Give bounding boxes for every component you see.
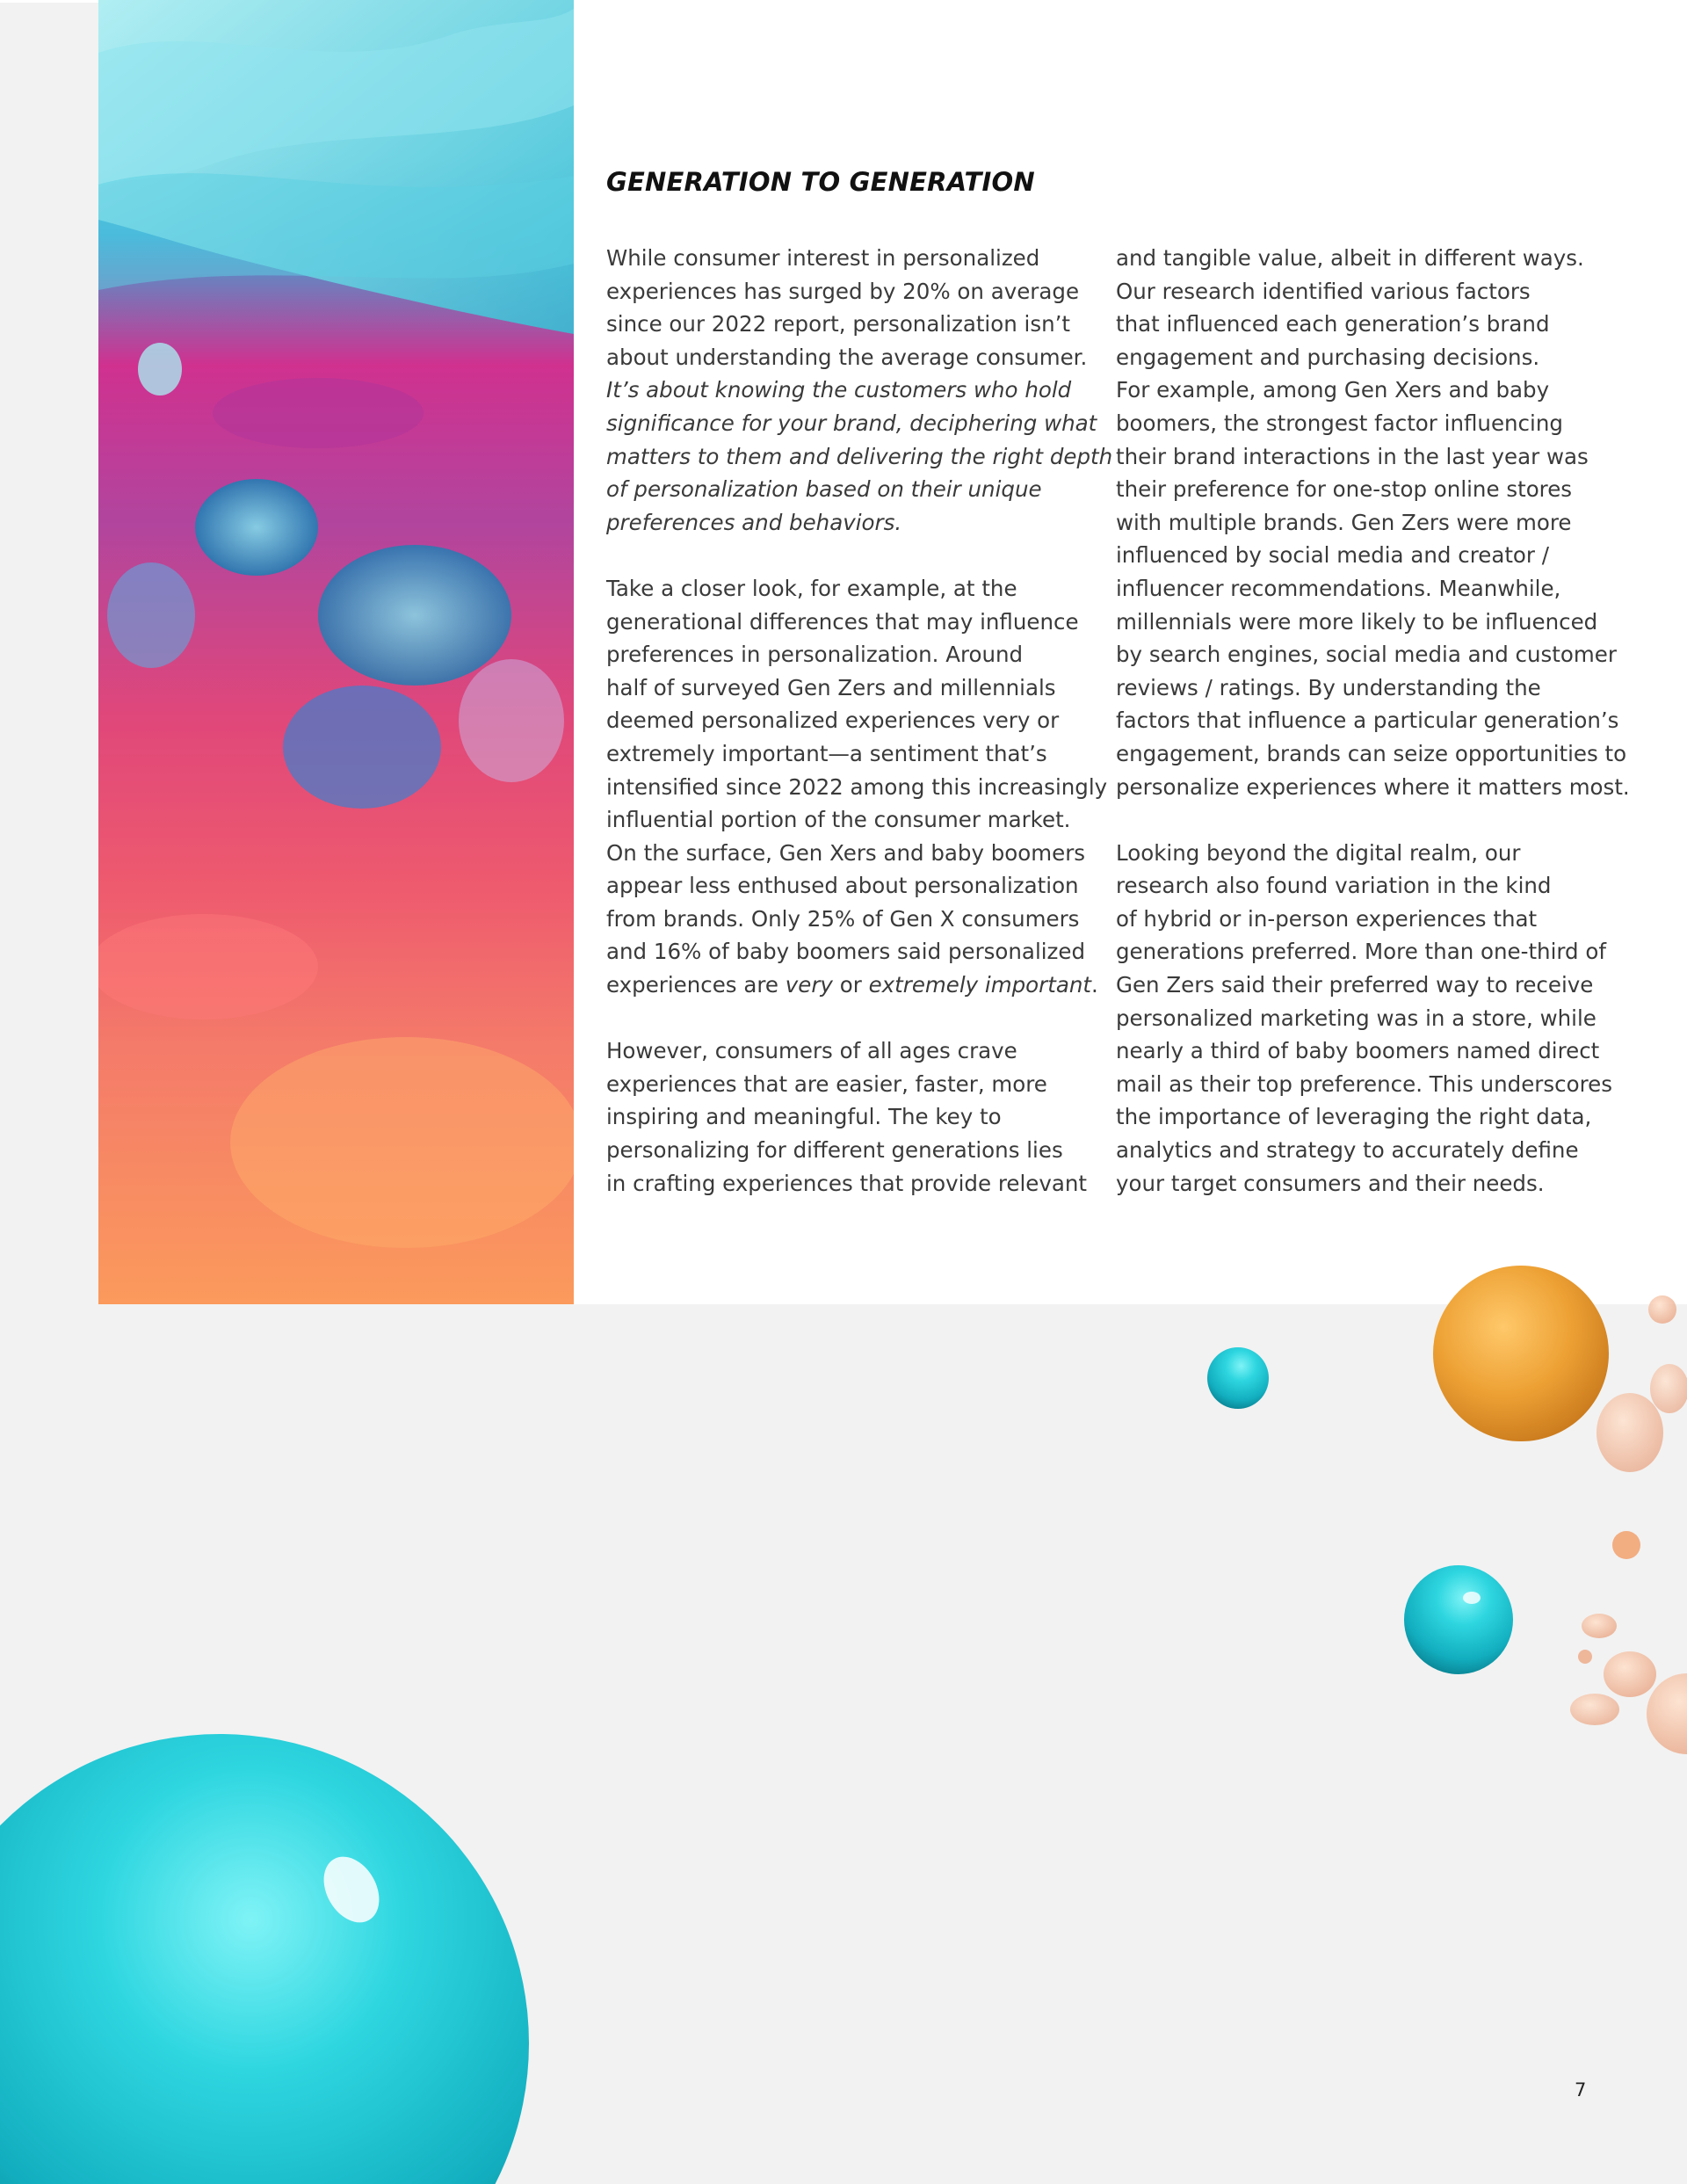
text-line: extremely important—a sentiment that’s	[606, 740, 1047, 766]
orange-sphere	[1433, 1266, 1609, 1441]
large-teal-sphere	[0, 1734, 529, 2184]
text-line: millennials were more likely to be influenced	[1116, 608, 1598, 635]
text-run: .	[1090, 972, 1098, 998]
text-line: Looking beyond the digital realm, our	[1116, 839, 1521, 866]
text-line: experiences has surged by 20% on average	[606, 278, 1080, 304]
peach-bubble	[1578, 1650, 1592, 1664]
text-line: engagement, brands can seize opportunities to	[1116, 740, 1627, 766]
text-line: research also found variation in the kind	[1116, 873, 1552, 899]
text-line: inspiring and meaningful. The key to	[606, 1104, 1002, 1130]
text-line: and 16% of baby boomers said personalized	[606, 939, 1086, 965]
medium-teal-sphere	[1404, 1565, 1513, 1674]
text-line: their preference for one-stop online stores	[1116, 476, 1573, 503]
text-line: factors that influence a particular generation’s	[1116, 707, 1619, 734]
italic-text-line: preferences and behaviors.	[606, 509, 902, 535]
text-line: from brands. Only 25% of Gen X consumers	[606, 905, 1080, 932]
italic-text-line: significance for your brand, deciphering what	[606, 410, 1097, 436]
text-line: On the surface, Gen Xers and baby boomers	[606, 839, 1086, 866]
page-number: 7	[1575, 2079, 1587, 2101]
text-line: boomers, the strongest factor influencing	[1116, 410, 1563, 436]
peach-blob	[1650, 1364, 1687, 1413]
text-line: personalizing for different generations lies	[606, 1137, 1063, 1164]
sphere-highlight	[1463, 1592, 1481, 1604]
text-line: influencer recommendations. Meanwhile,	[1116, 575, 1561, 601]
text-line: about understanding the average consumer.	[606, 344, 1088, 370]
small-teal-sphere	[1207, 1347, 1269, 1409]
text-line: influenced by social media and creator /	[1116, 542, 1550, 569]
text-line: influential portion of the consumer market.	[606, 807, 1071, 833]
text-line: their brand interactions in the last year was	[1116, 443, 1589, 469]
page-heading: GENERATION TO GENERATION	[606, 167, 1035, 197]
text-line: While consumer interest in personalized	[606, 245, 1040, 271]
text-line: personalized marketing was in a store, while	[1116, 1005, 1596, 1031]
text-line: in crafting experiences that provide relevant	[606, 1170, 1087, 1196]
text-line: generations preferred. More than one-third of	[1116, 939, 1606, 965]
text-line: Our research identified various factors	[1116, 278, 1531, 304]
text-run: or	[832, 972, 869, 998]
text-line: mail as their top preference. This underscores	[1116, 1070, 1612, 1097]
emphasis-extremely-important: extremely important	[868, 972, 1091, 998]
italic-text-line: matters to them and delivering the right depth	[606, 443, 1113, 469]
text-line: by search engines, social media and customer	[1116, 642, 1617, 668]
text-line: For example, among Gen Xers and baby	[1116, 377, 1550, 403]
text-line: However, consumers of all ages crave	[606, 1038, 1017, 1064]
text-line: that influenced each generation’s brand	[1116, 311, 1550, 337]
text-line: half of surveyed Gen Zers and millennials	[606, 674, 1056, 700]
text-line: generational differences that may influence	[606, 608, 1079, 635]
text-run: experiences are	[606, 972, 786, 998]
text-line: the importance of leveraging the right data,	[1116, 1104, 1592, 1130]
peach-bubble	[1612, 1531, 1640, 1559]
text-line: reviews / ratings. By understanding the	[1116, 674, 1541, 700]
text-line: appear less enthused about personalization	[606, 873, 1079, 899]
peach-blob	[1582, 1614, 1617, 1638]
peach-blob	[1570, 1694, 1619, 1725]
text-line: since our 2022 report, personalization isn’t	[606, 311, 1071, 337]
text-line: of hybrid or in-person experiences that	[1116, 905, 1538, 932]
text-line: analytics and strategy to accurately define	[1116, 1137, 1579, 1164]
text-line: with multiple brands. Gen Zers were more	[1116, 509, 1572, 535]
text-line: your target consumers and their needs.	[1116, 1170, 1545, 1196]
text-line: preferences in personalization. Around	[606, 642, 1024, 668]
text-line: nearly a third of baby boomers named direct	[1116, 1038, 1600, 1064]
text-line: deemed personalized experiences very or	[606, 707, 1060, 734]
peach-blob	[1604, 1651, 1656, 1697]
peach-blob	[1596, 1393, 1663, 1472]
text-line: personalize experiences where it matters most.	[1116, 773, 1630, 800]
text-line: Take a closer look, for example, at the	[606, 575, 1017, 601]
text-line: experiences that are easier, faster, more	[606, 1070, 1047, 1097]
peach-bubble	[1648, 1295, 1676, 1324]
italic-text-line: It’s about knowing the customers who hold	[606, 377, 1072, 403]
text-line: Gen Zers said their preferred way to receive	[1116, 972, 1594, 998]
text-line: and tangible value, albeit in different ways.	[1116, 245, 1584, 271]
text-line: intensified since 2022 among this increasingly	[606, 773, 1108, 800]
text-line: engagement and purchasing decisions.	[1116, 344, 1540, 370]
emphasis-very: very	[785, 972, 833, 998]
italic-text-line: of personalization based on their unique	[606, 476, 1042, 503]
